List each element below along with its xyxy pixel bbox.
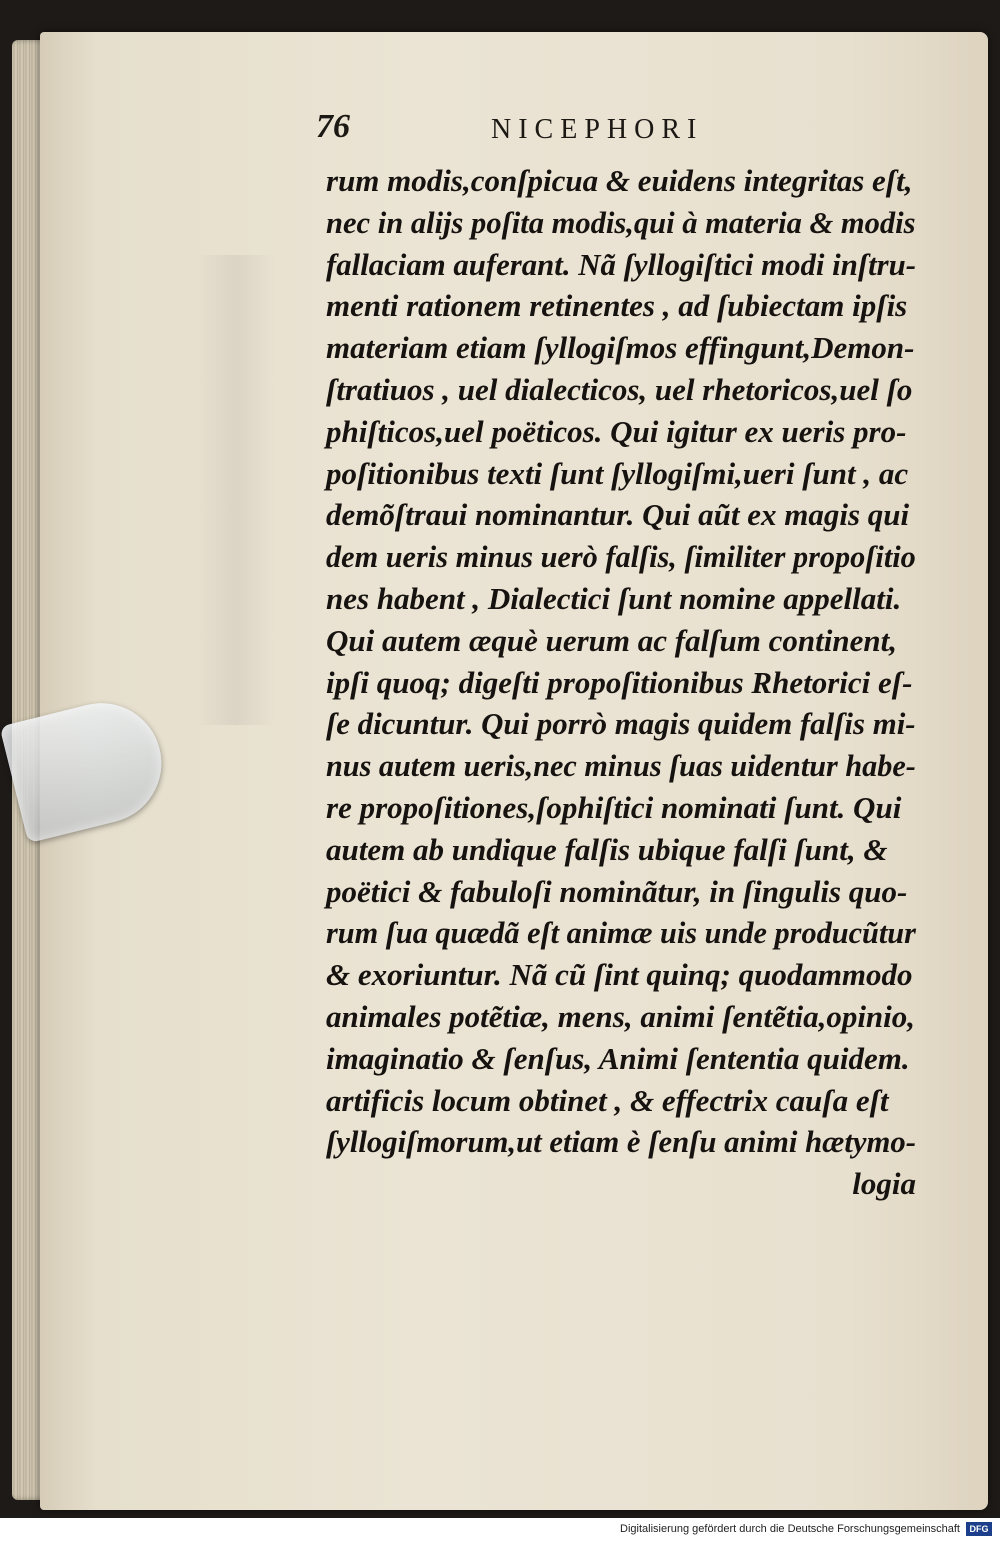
text-line: ipſi quoq; digeſti propoſitionibus Rhetorici eſ- — [326, 664, 913, 700]
text-line: rum ſua quædã eſt animæ uis unde producũtur — [326, 915, 916, 951]
text-line: phiſticos,uel poëticos. Qui igitur ex ueris pro- — [326, 413, 907, 449]
text-line: ſe dicuntur. Qui porrò magis quidem falſis mi- — [326, 706, 916, 742]
text-line: autem ab undique falſis ubique falſi ſunt, & — [326, 831, 888, 867]
text-line: ſyllogiſmorum,ut etiam è ſenſu animi hætymo- — [326, 1124, 916, 1160]
page-header — [316, 108, 916, 148]
text-line: imaginatio & ſenſus, Animi ſententia quidem. — [326, 1040, 910, 1076]
show-through-text — [195, 255, 275, 725]
text-line: artificis locum obtinet , & effectrix cauſa eſt — [326, 1082, 889, 1118]
text-line: dem ueris minus uerò falſis, ſimiliter propoſitio — [326, 539, 916, 575]
funding-credit: Digitalisierung gefördert durch die Deutsche Forschungsgemeinschaft — [620, 1523, 960, 1535]
page-number: 76 — [316, 108, 350, 145]
text-line: rum modis,conſpicua & euidens integritas eſt, — [326, 163, 913, 198]
running-title: NICEPHORI — [491, 114, 704, 145]
text-line: poſitionibus texti ſunt ſyllogiſmi,ueri ſunt , ac — [326, 455, 909, 491]
text-line: nus autem ueris,nec minus ſuas uidentur habe- — [326, 748, 916, 784]
text-line: menti rationem retinentes , ad ſubiectam ipſis — [326, 288, 908, 324]
body-text — [326, 160, 916, 1205]
text-line: ſtratiuos , uel dialecticos, uel rhetoricos,uel ſo — [326, 371, 913, 407]
footer-bar — [0, 1518, 1000, 1541]
text-line: materiam etiam ſyllogiſmos effingunt,Demon- — [326, 330, 915, 366]
text-line: fallaciam auferant. Nã ſyllogiſtici modi inſtru- — [326, 246, 916, 282]
text-line: poëtici & fabuloſi nominãtur, in ſingulis quo- — [326, 873, 908, 909]
text-line: nec in aliјs poſita modis,qui à materia & modis — [326, 204, 916, 240]
text-line: Qui autem æquè uerum ac falſum continent, — [326, 622, 897, 658]
catchword: logia — [852, 1166, 916, 1202]
dfg-logo-icon: DFG — [966, 1522, 992, 1536]
text-line: & exoriuntur. Nã cũ ſint quinq; quodammodo — [326, 957, 913, 993]
text-line: re propoſitiones,ſophiſtici nominati ſunt. Qui — [326, 789, 902, 825]
text-line: demõſtraui nominantur. Qui aũt ex magis qui — [326, 497, 910, 533]
text-line: animales potẽtiæ, mens, animi ſentẽtia,opinio, — [326, 998, 916, 1034]
text-line: nes habent , Dialectici ſunt nomine appellati. — [326, 580, 902, 616]
